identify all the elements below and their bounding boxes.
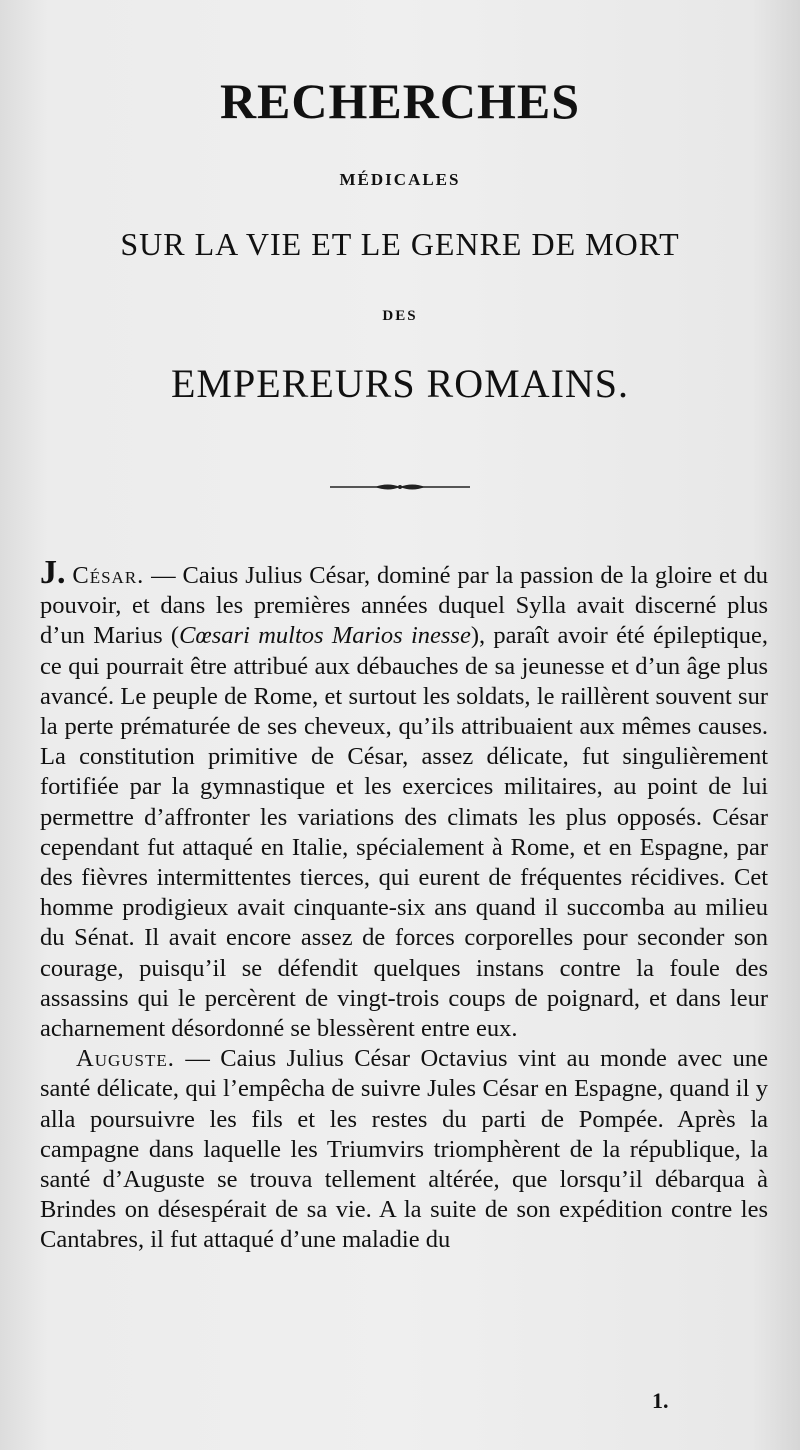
paragraph-auguste <box>40 1044 768 1255</box>
page-folio: 1. <box>652 1388 669 1413</box>
body-text <box>40 554 768 1256</box>
paragraph-text: — Caius Julius César, dominé par la passion de la gloire et du pouvoir, et dans les premières années duquel Sylla avait discerné plus d’un Marius ( <box>40 562 768 650</box>
section-heading-cesar: César. <box>72 562 145 589</box>
title-line-3: EMPEREURS ROMAINS. <box>170 361 630 406</box>
section-heading-auguste: Auguste. <box>76 1045 175 1073</box>
paragraph-text: — Caius Julius César Octavius vint au monde avec une santé délicate, qui l’empêcha de suivre Jules César en Espagne, quand il y alla poursuivre les fils et les restes du parti de Pompée. Après la campagne dans laquelle les Triumvirs triomphèrent de la république, la santé d’Auguste se trouva tellement altérée, que lorsqu’il débarqua à Brindes on désespérait de sa vie. A la suite de son expédition contre les Cantabres, il fut attaqué d’une maladie du <box>40 1045 768 1254</box>
latin-quote: Cœsari multos Marios inesse <box>179 622 471 650</box>
ornament-divider <box>330 482 470 492</box>
drop-cap: J. <box>40 554 66 591</box>
paragraph-text: ), paraît avoir été épileptique, ce qui pourrait être attribué aux débauches de sa jeunesse et d’un âge plus avancé. Le peuple de Rome, et surtout les soldats, le raillèrent souvent sur la perte prématurée de ses cheveux, qu’ils attribuaient aux mêmes causes. La constitution primitive de César, assez délicate, fut singulièrement fortifiée par la gymnastique et les exercices militaires, au point de lui permettre d’affronter les variations des climats les plus opposés. César cependant fut attaqué en Italie, spécialement à Rome, et en Espagne, par des fièvres intermittentes tierces, qui eurent de fréquentes récidives. Cet homme prodigieux avait cinquante-six ans quand il succomba au milieu du Sénat. Il avait encore assez de forces corporelles pour seconder son courage, puisqu’il se défendit quelques instans contre la foule des assassins qui le percèrent de vingt-trois coups de poignard, et dans leur acharnement désordonné se blessèrent entre eux. <box>40 622 768 1043</box>
title-connector: DES <box>382 308 418 324</box>
title-line-2: SUR LA VIE ET LE GENRE DE MORT <box>120 226 680 262</box>
page-title: RECHERCHES <box>219 73 581 129</box>
paragraph-cesar <box>40 554 768 1044</box>
title-subtitle: MÉDICALES <box>339 170 461 189</box>
